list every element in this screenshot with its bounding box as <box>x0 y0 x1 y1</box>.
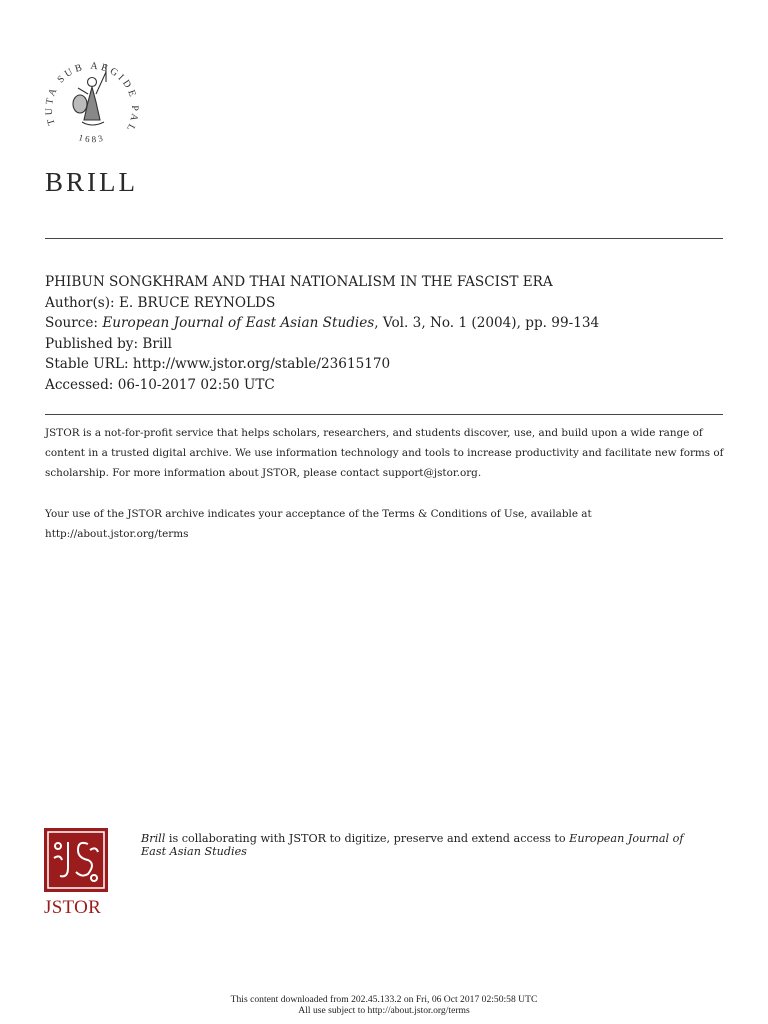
accessed-label: Accessed: <box>45 376 114 393</box>
accessed-date: 06-10-2017 02:50 UTC <box>117 376 275 393</box>
seal-year: 1683 <box>77 132 107 145</box>
download-footer <box>0 994 768 1016</box>
source-line <box>45 313 599 334</box>
middle-divider <box>45 414 723 415</box>
seal-motto: TUTA SUB AEGIDE PAL <box>43 60 141 135</box>
stable-url-label: Stable URL: <box>45 356 129 373</box>
publisher-line <box>45 334 599 355</box>
publisher-wordmark: BRILL <box>45 167 138 197</box>
collab-journal: European Journal of East Asian Studies <box>141 832 684 858</box>
source-details: , Vol. 3, No. 1 (2004), pp. 99-134 <box>374 315 600 332</box>
jstor-emblem-icon <box>44 828 108 892</box>
stable-url-line <box>45 354 599 375</box>
stable-url-link[interactable]: http://www.jstor.org/stable/23615170 <box>132 356 391 373</box>
accessed-line <box>45 375 599 396</box>
download-info: This content downloaded from 202.45.133.2 on Fri, 06 Oct 2017 02:50:58 UTC <box>230 994 538 1005</box>
terms-link[interactable]: All use subject to http://about.jstor.org/terms <box>298 1005 470 1016</box>
author-line <box>45 293 599 314</box>
athena-seal-icon <box>38 42 146 150</box>
collab-text: is collaborating with JSTOR to digitize, preserve and extend access to <box>165 832 570 845</box>
top-divider <box>45 238 723 239</box>
jstor-logo[interactable] <box>44 828 110 920</box>
collab-publisher: Brill <box>141 832 166 845</box>
author-name: E. BRUCE REYNOLDS <box>118 294 276 311</box>
jstor-wordmark: JSTOR <box>44 897 102 918</box>
author-label: Author(s): <box>45 294 115 311</box>
source-label: Source: <box>45 315 98 332</box>
article-title: PHIBUN SONGKHRAM AND THAI NATIONALISM IN THE FASCIST ERA <box>45 274 553 290</box>
journal-title[interactable]: European Journal of East Asian Studies <box>102 315 375 332</box>
citation-block <box>45 272 599 396</box>
collaboration-note <box>141 832 701 858</box>
publisher-name: Brill <box>142 335 172 352</box>
published-label: Published by: <box>45 335 139 352</box>
terms-of-use-notice: Your use of the JSTOR archive indicates your acceptance of the Terms & Conditions of Use, available at http://about.jstor.org/terms <box>45 507 592 540</box>
seal-graphic <box>38 42 146 150</box>
jstor-description: JSTOR is a not-for-profit service that helps scholars, researchers, and students discover, use, and build upon a wide range of content in a trusted digital archive. We use information technology and tools to increase productivity and facilitate new forms of scholarship. For more information about JSTOR, please contact support@jstor.org. <box>45 427 724 480</box>
terms-block <box>45 423 725 544</box>
